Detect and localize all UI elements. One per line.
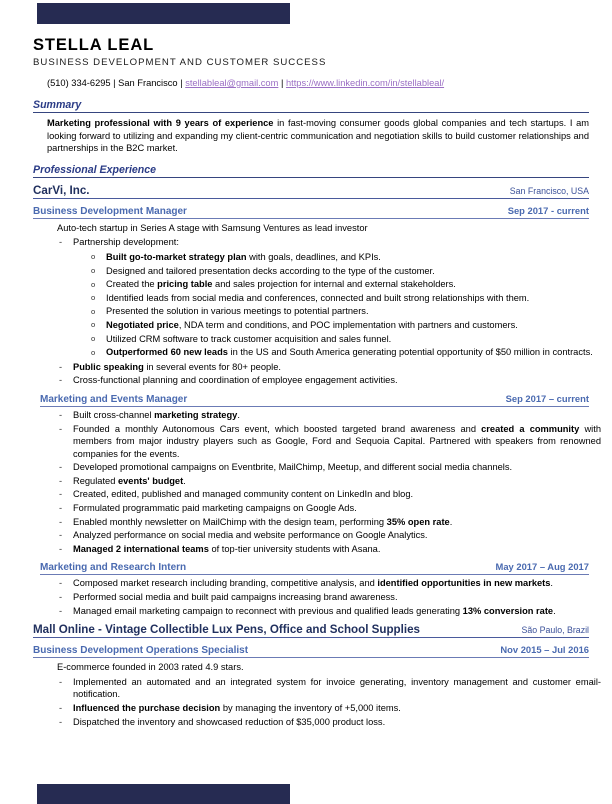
bullet-text: Designed and tailored presentation decks according to the type of the customer. (106, 265, 435, 276)
bullet-bold: Managed 2 international teams (73, 543, 209, 554)
list-item (57, 543, 601, 556)
list-item (57, 516, 601, 529)
company-name: Mall Online - Vintage Collectible Lux Pens, Office and School Supplies (33, 623, 420, 637)
list-item (89, 292, 602, 305)
list-item (57, 676, 601, 701)
section-heading-summary: Summary (33, 99, 589, 113)
bullet-text: in several events for 80+ people. (143, 361, 281, 372)
bullet-bold: Built go-to-market strategy plan (106, 251, 247, 262)
company-name: CarVi, Inc. (33, 183, 90, 197)
contact-line (47, 76, 589, 90)
bullet-text: Cross-functional planning and coordination of employee engagement activities. (73, 375, 398, 386)
summary-paragraph (47, 117, 589, 155)
contact-separator-2: | (177, 78, 186, 88)
list-item: - Partnership development: (57, 236, 601, 249)
bullet-text-tail: . (550, 578, 554, 589)
bullet-text: Performed social media and built paid campaigns increasing brand awareness. (73, 592, 398, 603)
role-date: May 2017 – Aug 2017 (495, 561, 589, 573)
bullet-list-partnership (33, 236, 589, 249)
bullet-text-tail: by managing the inventory of +5,000 items. (220, 703, 401, 713)
page-title: STELLA LEAL (33, 36, 155, 54)
bullet-bold: marketing strategy (154, 409, 238, 420)
bullet-list-research-intern (33, 577, 589, 617)
job-lead-text: Auto-tech startup in Series A stage with Samsung Ventures as lead investor (57, 222, 368, 233)
bullet-text-tail: of top-tier university students with Asana. (208, 543, 381, 554)
list-item (57, 502, 601, 515)
bullet-bold: Negotiated price (106, 319, 179, 330)
list-item (57, 488, 601, 501)
list-item (57, 461, 601, 474)
contact-location: San Francisco (118, 78, 178, 88)
role-row-bdm (33, 205, 589, 219)
bullet-bold: Influenced the purchase decision (73, 703, 221, 713)
company-row-carvi (33, 184, 589, 199)
bullet-text-tail: . (449, 516, 453, 527)
resume-content (33, 36, 601, 728)
role-title: Marketing and Events Manager (40, 393, 188, 405)
bullet-text-tail: . (237, 409, 240, 420)
professional-subtitle: BUSINESS DEVELOPMENT AND CUSTOMER SUCCESS (33, 57, 327, 68)
bullet-text-tail: with members from major industry players such as Google, Ford and Sequoia Capital. Partnered with speakers from renowned companies for the events. (73, 423, 601, 459)
bullet-text-tail: and sales projection for internal and external stakeholders. (212, 279, 456, 290)
list-item (57, 409, 601, 422)
list-item (89, 305, 602, 318)
role-date: Sep 2017 - current (507, 204, 589, 216)
bullet-text-tail: . (553, 605, 556, 616)
list-item (57, 577, 601, 590)
bullet-text: with goals, deadlines, and KPIs. (246, 251, 381, 262)
contact-email-link[interactable]: stellableal@gmail.com (185, 78, 279, 88)
company-row-mall-online (33, 623, 589, 638)
list-item (57, 591, 601, 604)
job-lead-text: E-commerce founded in 2003 rated 4.9 stars. (57, 662, 244, 673)
list-item (57, 702, 601, 715)
bullet-bold: events' budget (117, 475, 184, 486)
role-title: Business Development Manager (33, 205, 187, 217)
list-item (57, 361, 601, 374)
bullet-list-partnership-sub (33, 251, 593, 359)
bullet-text: Formulated programmatic paid marketing campaigns on Google Ads. (73, 503, 357, 514)
contact-linkedin-link[interactable]: https://www.linkedin.com/in/stellableal/ (285, 78, 445, 88)
company-location: San Francisco, USA (509, 185, 589, 196)
bullet-text: Created the (106, 279, 158, 290)
bullet-bold: 13% conversion rate (462, 605, 554, 616)
role-date: Nov 2015 – Jul 2016 (500, 644, 589, 656)
list-item (89, 265, 602, 278)
company-location: São Paulo, Brazil (521, 625, 589, 636)
bullet-bold: created a community (481, 423, 580, 434)
decorative-navy-bar-bottom (37, 784, 290, 804)
bullet-list-events-manager (33, 409, 601, 556)
bullet-text: Built cross-channel (73, 409, 155, 420)
bullet-text: Composed market research including branding, competitive analysis, and (73, 578, 378, 589)
list-item (57, 374, 601, 387)
bullet-list-mall-online (33, 676, 601, 728)
bullet-text: Managed email marketing campaign to reconnect with previous and qualified leads generating (73, 605, 463, 616)
role-title: Business Development Operations Specialist (33, 645, 249, 657)
list-item (57, 423, 601, 461)
bullet-text: Dispatched the inventory and showcased reduction of $35,000 product loss. (73, 716, 386, 727)
role-date: Sep 2017 – current (505, 392, 589, 404)
list-item (89, 319, 602, 332)
list-item (57, 475, 601, 488)
list-item (89, 333, 602, 346)
bullet-text: Presented the solution in various meetings to potential partners. (106, 306, 369, 317)
bullet-text: , NDA term and conditions, and POC implementation with partners and customers. (178, 319, 518, 330)
bullet-list-carvi-tail (33, 361, 589, 387)
list-item (89, 251, 602, 264)
contact-phone: (510) 334-6295 (47, 78, 111, 88)
bullet-text: in the US and South America generating potential opportunity of $50 million in contracts. (227, 347, 593, 358)
list-item (57, 605, 601, 618)
bullet-text: Regulated (73, 475, 118, 486)
bullet-bold: identified opportunities in new markets (377, 578, 551, 589)
role-row-research-intern (40, 561, 589, 575)
role-title: Marketing and Research Intern (40, 562, 187, 574)
bullet-bold: Public speaking (73, 361, 144, 372)
summary-rest: in fast-moving consumer goods global companies and tech startups. I am looking forward to utilizing and expanding my client-centric communication and negotiation skills to build customer relationships and partnerships in the B2C market. (47, 118, 589, 154)
bullet-text: Enabled monthly newsletter on MailChimp with the design team, performing (73, 516, 387, 527)
section-heading-experience: Professional Experience (33, 164, 589, 178)
contact-separator-3: | (278, 78, 286, 88)
bullet-bold: Outperformed 60 new leads (106, 347, 228, 358)
bullet-text: Utilized CRM software to track customer acquisition and sales funnel. (106, 333, 392, 344)
bullet-text: Founded a monthly Autonomous Cars event, which boosted targeted brand awareness and (73, 423, 482, 434)
bullet-text: Developed promotional campaigns on Eventbrite, MailChimp, Meetup, and different social media channels. (73, 462, 513, 473)
bullet-text-tail: . (183, 475, 186, 486)
bullet-bold: 35% open rate (386, 516, 450, 527)
bullet-text: Implemented an automated and an integrated system for invoice generating, inventory management and customer email-notification. (73, 676, 601, 700)
list-item (89, 278, 602, 291)
decorative-navy-bar-top (37, 3, 290, 24)
list-item (57, 716, 601, 729)
bullet-text: Identified leads from social media and conferences, connected and built strong relationships with them. (106, 292, 530, 303)
bullet-text: Created, edited, published and managed community content on LinkedIn and blog. (73, 489, 414, 500)
role-row-operations-specialist (33, 644, 589, 658)
list-item (89, 346, 602, 359)
role-row-events-manager (40, 393, 589, 407)
bullet-text: Analyzed performance on social media and website performance on Google Analytics. (73, 530, 428, 541)
bullet-bold: pricing table (157, 279, 213, 290)
list-item (57, 529, 601, 542)
contact-separator-1: | (110, 78, 119, 88)
summary-bold-lead: Marketing professional with 9 years of experience (47, 118, 274, 128)
